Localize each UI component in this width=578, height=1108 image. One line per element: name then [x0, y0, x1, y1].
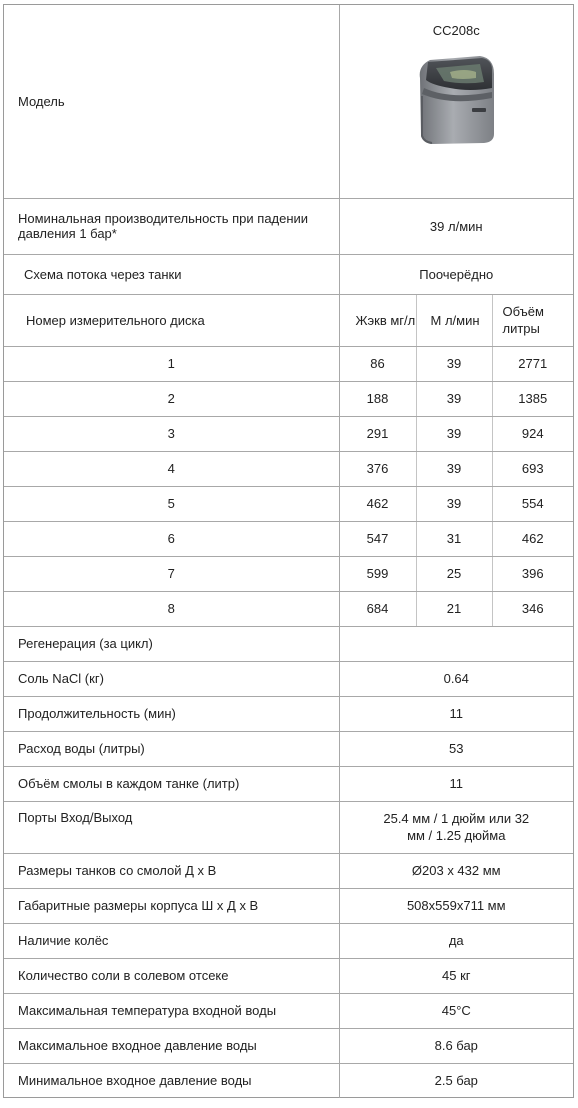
regeneration-label: Регенерация (за цикл): [4, 626, 339, 661]
disc-volume: 396: [492, 556, 573, 591]
regeneration-empty: [339, 626, 573, 661]
spec-label: Количество соли в солевом отсеке: [4, 958, 339, 993]
disc-row: [4, 451, 573, 486]
spec-value: 53: [339, 731, 573, 766]
disc-number: 1: [4, 346, 339, 381]
disc-number: 6: [4, 521, 339, 556]
disc-row: [4, 556, 573, 591]
spec-row: [4, 766, 573, 801]
spec-row: [4, 801, 573, 853]
disc-hardness: 599: [339, 556, 416, 591]
disc-row: [4, 521, 573, 556]
regeneration-row: [4, 626, 573, 661]
spec-row: [4, 661, 573, 696]
disc-col-volume: Объём литры: [492, 294, 573, 346]
spec-label: Габаритные размеры корпуса Ш х Д х В: [4, 888, 339, 923]
spec-row: [4, 731, 573, 766]
disc-header-label: Номер измерительного диска: [4, 294, 339, 346]
model-name: CC208c: [432, 23, 480, 38]
disc-hardness: 462: [339, 486, 416, 521]
disc-number: 2: [4, 381, 339, 416]
disc-row: [4, 346, 573, 381]
spec-label: Максимальная температура входной воды: [4, 993, 339, 1028]
spec-value: да: [339, 923, 573, 958]
disc-volume: 924: [492, 416, 573, 451]
disc-header-row: [4, 294, 573, 346]
disc-volume: 693: [492, 451, 573, 486]
spec-value: 11: [339, 696, 573, 731]
flow-value: Поочерёдно: [339, 254, 573, 294]
spec-value: 11: [339, 766, 573, 801]
disc-volume: 554: [492, 486, 573, 521]
spec-row: [4, 696, 573, 731]
spec-label: Минимальное входное давление воды: [18, 1073, 252, 1089]
disc-hardness: 547: [339, 521, 416, 556]
disc-volume: 346: [492, 591, 573, 626]
spec-row: [4, 888, 573, 923]
spec-value: Ø203 х 432 мм: [339, 853, 573, 888]
disc-hardness: 86: [339, 346, 416, 381]
performance-value: 39 л/мин: [339, 198, 573, 254]
spec-value: 8.6 бар: [339, 1028, 573, 1063]
flow-label: Схема потока через танки: [4, 254, 339, 294]
spec-table: [4, 5, 573, 1098]
disc-row: [4, 591, 573, 626]
spec-row: [4, 923, 573, 958]
disc-flow: 31: [416, 521, 492, 556]
flow-row: [4, 254, 573, 294]
disc-row: [4, 486, 573, 521]
softener-product-image: [410, 48, 502, 146]
spec-label: Наличие колёс: [4, 923, 339, 958]
disc-number: 8: [4, 591, 339, 626]
spec-table-frame: [3, 4, 574, 1098]
spec-label: Расход воды (литры): [4, 731, 339, 766]
spec-row: [4, 853, 573, 888]
disc-number: 5: [4, 486, 339, 521]
spec-label: Порты Вход/Выход: [4, 801, 339, 853]
disc-flow: 39: [416, 381, 492, 416]
performance-label: Номинальная производительность при падении давления 1 бар*: [4, 198, 339, 254]
spec-value: 508x559x711 мм: [339, 888, 573, 923]
disc-hardness: 188: [339, 381, 416, 416]
model-cell: [339, 5, 573, 198]
spec-row: [4, 1063, 573, 1098]
disc-volume: 462: [492, 521, 573, 556]
disc-volume: 1385: [492, 381, 573, 416]
performance-row: [4, 198, 573, 254]
disc-flow: 39: [416, 346, 492, 381]
disc-number: 3: [4, 416, 339, 451]
disc-row: [4, 381, 573, 416]
disc-hardness: 291: [339, 416, 416, 451]
spec-value: 45 кг: [339, 958, 573, 993]
disc-col-hardness: Жэкв мг/л: [339, 294, 416, 346]
disc-flow: 39: [416, 486, 492, 521]
spec-label: Продолжительность (мин): [4, 696, 339, 731]
spec-row: [4, 958, 573, 993]
disc-number: 4: [4, 451, 339, 486]
disc-flow: 39: [416, 451, 492, 486]
spec-label: Соль NaCl (кг): [4, 661, 339, 696]
disc-hardness: 376: [339, 451, 416, 486]
model-row: [4, 5, 573, 198]
spec-value: 2.5 бар: [339, 1063, 573, 1098]
spec-row: [4, 993, 573, 1028]
spec-label: Размеры танков со смолой Д х В: [4, 853, 339, 888]
spec-value: 0.64: [339, 661, 573, 696]
disc-number: 7: [4, 556, 339, 591]
disc-flow: 21: [416, 591, 492, 626]
disc-flow: 39: [416, 416, 492, 451]
spec-value: 45°C: [339, 993, 573, 1028]
disc-row: [4, 416, 573, 451]
disc-volume: 2771: [492, 346, 573, 381]
model-label: Модель: [4, 5, 339, 198]
disc-col-flow: М л/мин: [416, 294, 492, 346]
spec-value: 25.4 мм / 1 дюйм или 32 мм / 1.25 дюйма: [339, 801, 573, 853]
spec-label: Максимальное входное давление воды: [4, 1028, 339, 1063]
spec-row: [4, 1028, 573, 1063]
disc-flow: 25: [416, 556, 492, 591]
disc-hardness: 684: [339, 591, 416, 626]
spec-label: Объём смолы в каждом танке (литр): [4, 766, 339, 801]
